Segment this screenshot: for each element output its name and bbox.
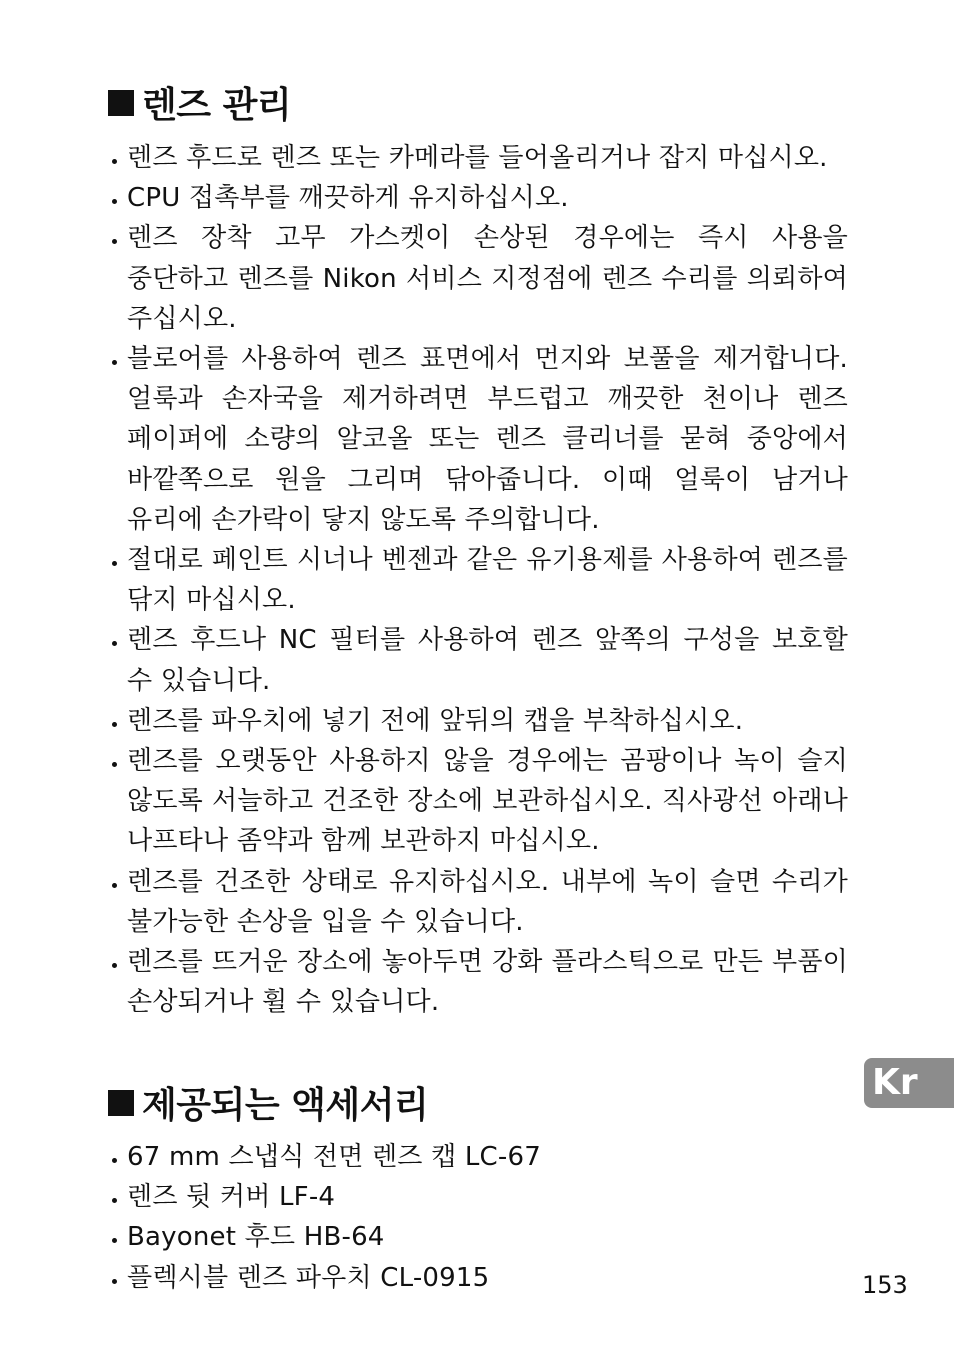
list-item: Bayonet 후드 HB-64 (108, 1217, 848, 1257)
lens-care-list (108, 138, 848, 1022)
list-item: 렌즈 후드로 렌즈 또는 카메라를 들어올리거나 잡지 마십시오. (108, 138, 848, 178)
list-item: 렌즈를 뜨거운 장소에 놓아두면 강화 플라스틱으로 만든 부품이 손상되거나 휠 수 있습니다. (108, 942, 848, 1022)
list-item: CPU 접촉부를 깨끗하게 유지하십시오. (108, 178, 848, 218)
list-item: 67 mm 스냅식 전면 렌즈 캡 LC-67 (108, 1137, 848, 1177)
section-heading-lens-care (108, 84, 291, 128)
list-item: 블로어를 사용하여 렌즈 표면에서 먼지와 보풀을 제거합니다. 얼룩과 손자국을 제거하려면 부드럽고 깨끗한 천이나 렌즈 페이퍼에 소량의 알코올 또는 렌즈 클리너를 묻혀 중앙에서 바깥쪽으로 원을 그리며 닦아줍니다. 이때 얼룩이 남거나 유리에 손가락이 닿지 않도록 주의합니다. (108, 339, 848, 540)
list-item: 렌즈를 오랫동안 사용하지 않을 경우에는 곰팡이나 녹이 슬지 않도록 서늘하고 건조한 장소에 보관하십시오. 직사광선 아래나 나프타나 좀약과 함께 보관하지 마십시오. (108, 741, 848, 862)
language-tab: Kr (864, 1058, 954, 1108)
page-number: 153 (862, 1271, 908, 1299)
supplied-accessories-list (108, 1137, 848, 1298)
square-bullet-icon (108, 90, 134, 116)
list-item: 렌즈 후드나 NC 필터를 사용하여 렌즈 앞쪽의 구성을 보호할 수 있습니다. (108, 620, 848, 700)
list-item: 렌즈를 파우치에 넣기 전에 앞뒤의 캡을 부착하십시오. (108, 701, 848, 741)
list-item: 렌즈 뒷 커버 LF-4 (108, 1177, 848, 1217)
section-heading-supplied-accessories (108, 1084, 428, 1128)
list-item: 절대로 페인트 시너나 벤젠과 같은 유기용제를 사용하여 렌즈를 닦지 마십시오. (108, 540, 848, 620)
list-item: 플렉시블 렌즈 파우치 CL-0915 (108, 1258, 848, 1298)
section-title: 렌즈 관리 (142, 85, 292, 126)
list-item: 렌즈 장착 고무 가스켓이 손상된 경우에는 즉시 사용을 중단하고 렌즈를 Nikon 서비스 지정점에 렌즈 수리를 의뢰하여 주십시오. (108, 218, 848, 339)
square-bullet-icon (108, 1090, 134, 1116)
section-title: 제공되는 액세서리 (142, 1085, 429, 1126)
list-item: 렌즈를 건조한 상태로 유지하십시오. 내부에 녹이 슬면 수리가 불가능한 손상을 입을 수 있습니다. (108, 862, 848, 942)
